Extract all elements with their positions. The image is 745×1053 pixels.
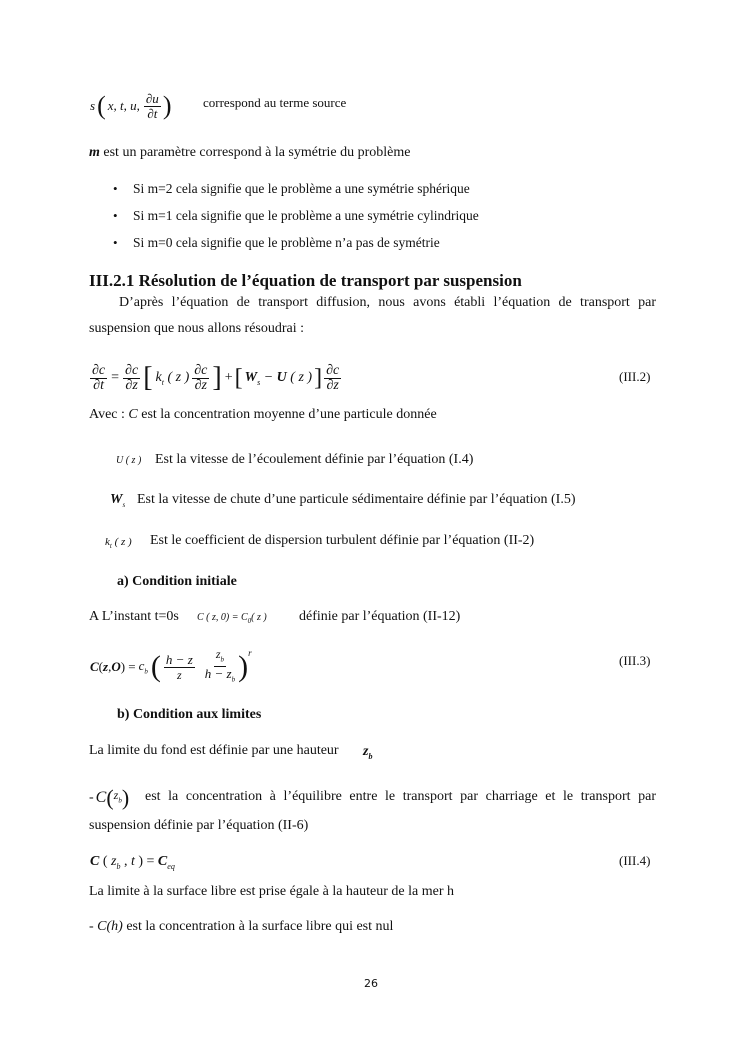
bullet-icon: • xyxy=(113,208,118,223)
bottom-limit-text: La limite du fond est définie par une hauteur xyxy=(89,743,339,758)
kt-symbol: $k_t$ ( z ) xyxy=(105,536,132,551)
m-parameter-line xyxy=(89,144,411,162)
equation-initial-profile: C ( z , O ) = $c_b$ ( $\frac{h - z}{z}$ $\frac{z_b}{h - z_b}$ ) r xyxy=(90,647,252,684)
zb-symbol: $z_b$ xyxy=(363,744,373,761)
equation-bottom-boundary: C ( $z_b$ , t ) = $C_{eq}$ xyxy=(90,854,175,871)
surface-limit-text: La limite à la surface libre est prise égale à la hauteur de la mer h xyxy=(89,884,454,899)
ch-line: - C(h) est la concentration à la surface libre qui est nul xyxy=(89,919,394,934)
page-number: 26 xyxy=(364,977,378,990)
section-title: III.2.1 Résolution de l’équation de transport par suspension xyxy=(89,271,522,290)
equation-number: (III.3) xyxy=(619,653,651,668)
U-symbol: U ( z ) xyxy=(116,455,142,466)
source-term-formula: s ( x, t, u, $\frac{\partial u}{\partial t}$ ) xyxy=(90,90,172,121)
ch-text: est la concentration à la surface libre qui est nul xyxy=(122,919,394,934)
avec-text: est la concentration moyenne d’une particule donnée xyxy=(137,407,437,422)
list-item: Si m=2 cela signifie que le problème a une symétrie sphérique xyxy=(133,181,470,196)
limits-condition-heading: b) Condition aux limites xyxy=(117,707,262,722)
avec-symbol: C xyxy=(128,407,138,422)
avec-prefix: Avec : xyxy=(89,407,129,422)
cz-definition-line2: suspension définie par l’équation (II-6) xyxy=(89,818,309,833)
bullet-icon: • xyxy=(113,181,118,196)
kt-definition: Est le coefficient de dispersion turbulent définie par l’équation (II-2) xyxy=(150,533,535,548)
initial-condition-formula: C ( z, $0) = C_0$( z ) xyxy=(197,612,267,625)
section-paragraph-line1: D’après l’équation de transport diffusion, nous avons établi l’équation de transport par xyxy=(119,295,656,310)
initial-text-before: A L’instant t=0s xyxy=(89,609,179,624)
source-term-text: correspond au terme source xyxy=(203,95,347,110)
Ws-definition: Est la vitesse de chute d’une particule sédimentaire définie par l’équation (I.5) xyxy=(137,492,576,507)
cz-definition-line1: est la concentration à l’équilibre entre le transport par charriage et le transport par xyxy=(145,789,656,804)
ch-symbol: C(h) xyxy=(97,919,123,934)
list-item: Si m=0 cela signifie que le problème n’a pas de symétrie xyxy=(133,235,440,250)
m-text: est un paramètre correspond à la symétrie du problème xyxy=(99,145,411,160)
list-item: Si m=1 cela signifie que le problème a une symétrie cylindrique xyxy=(133,208,479,223)
initial-condition-heading: a) Condition initiale xyxy=(117,574,237,589)
avec-line xyxy=(89,406,437,424)
initial-text-after: définie par l’équation (II-12) xyxy=(299,609,461,624)
m-symbol: m xyxy=(89,145,100,160)
equation-transport: $\frac{\partial c}{\partial t}$ = $\frac{\partial c}{\partial z}$ [ $k_t$ ( z ) $\frac{\partial c}{\partial z}$ ] + [ $W_s - U$ ( z ) ] $\frac{\partial c}{\partial z}$ xyxy=(92,362,340,393)
cz-prefix: - C ( $z_b$ ) xyxy=(89,784,130,810)
section-paragraph-line2: suspension que nous allons résoudrai : xyxy=(89,321,305,336)
Ws-symbol: $W_s$ xyxy=(110,492,126,509)
bullet-icon: • xyxy=(113,235,118,250)
U-definition: Est la vitesse de l’écoulement définie par l’équation (I.4) xyxy=(155,452,474,467)
equation-number: (III.2) xyxy=(619,369,651,384)
equation-number: (III.4) xyxy=(619,853,651,868)
